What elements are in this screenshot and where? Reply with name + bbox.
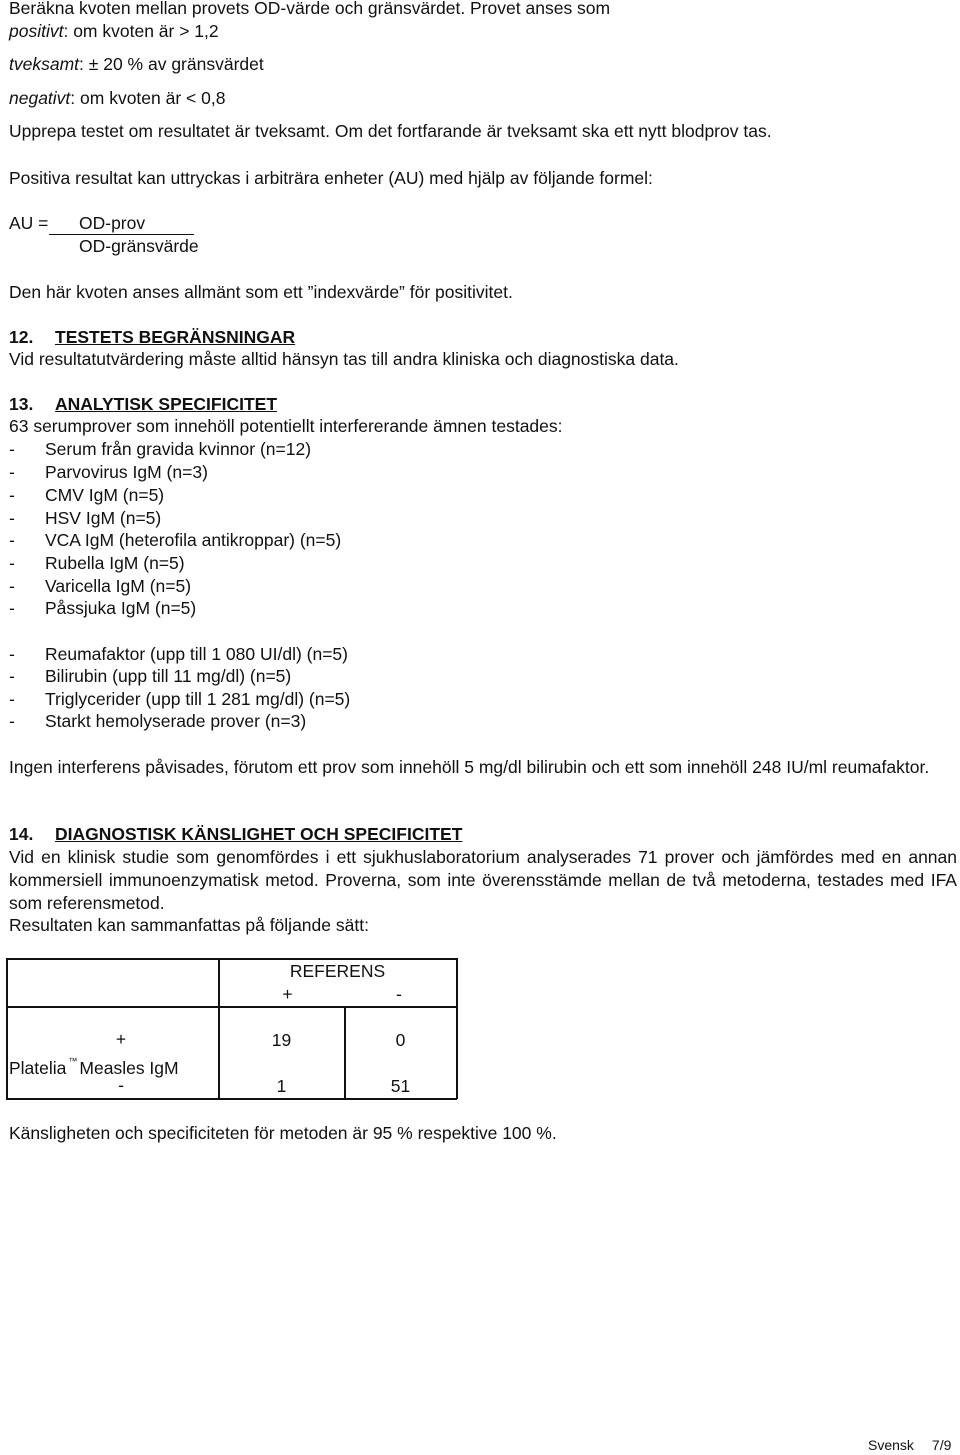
cell-plus-plus: 19	[271, 1030, 292, 1050]
repeat-text: Upprepa testet om resultatet är tveksamt. Om det fortfarande är tveksamt ska ett nytt blodprov tas.	[9, 121, 772, 141]
section-12-number: 12.	[9, 327, 34, 347]
section-13-header	[9, 393, 277, 415]
formula-numerator: OD-prov	[79, 213, 146, 233]
section-12-heading: TESTETS BEGRÄNSNINGAR	[55, 327, 296, 347]
list-item: - Serum från gravida kvinnor (n=12)	[9, 439, 312, 459]
list-item: - Påssjuka IgM (n=5)	[9, 598, 197, 618]
list-item: - Bilirubin (upp till 11 mg/dl) (n=5)	[9, 666, 292, 686]
section-14-number: 14.	[9, 824, 34, 844]
index-note: Den här kvoten anses allmänt som ett ”indexvärde” för positivitet.	[9, 282, 513, 302]
negative-text: : om kvoten är < 0,8	[70, 88, 226, 108]
doubtful-label: tveksamt	[9, 54, 80, 74]
au-label: AU =	[9, 213, 49, 233]
footer-language: Svensk	[868, 1437, 914, 1453]
table-border-bottom	[6, 1098, 457, 1100]
reference-plus: +	[282, 984, 293, 1004]
cell-minus-minus: 51	[390, 1076, 411, 1096]
table-border-right	[456, 958, 458, 1099]
reference-header: REFERENS	[289, 961, 386, 981]
section-13-intro: 63 serumprover som innehöll potentiellt interfererande ämnen testades:	[9, 416, 563, 436]
negative-rule	[9, 87, 225, 109]
positive-label: positivt	[9, 21, 64, 41]
negative-label: negativt	[9, 88, 71, 108]
section-14-heading: DIAGNOSTISK KÄNSLIGHET OCH SPECIFICITET	[55, 824, 463, 844]
row-minus: -	[118, 1075, 124, 1095]
positive-rule	[9, 20, 219, 42]
list-item: - Rubella IgM (n=5)	[9, 553, 185, 573]
reference-minus: -	[396, 984, 402, 1004]
intro-line: Beräkna kvoten mellan provets OD-värde och gränsvärdet. Provet anses som	[9, 0, 611, 18]
trademark-symbol: ™	[68, 1056, 78, 1066]
list-item: - Parvovirus IgM (n=3)	[9, 462, 208, 482]
section-14-header	[9, 823, 462, 845]
au-intro: Positiva resultat kan uttryckas i arbiträra enheter (AU) med hjälp av följande formel:	[9, 168, 653, 188]
positive-text: : om kvoten är > 1,2	[63, 21, 219, 41]
product-name: Platelia ™ Measles IgM	[9, 1056, 179, 1078]
section-14-summary: Resultaten kan sammanfattas på följande sätt:	[9, 915, 369, 935]
row-plus: +	[115, 1029, 127, 1049]
page-number: 7/9	[931, 1437, 952, 1453]
section-13-number: 13.	[9, 394, 34, 414]
table-divider-horizontal	[6, 1006, 457, 1008]
list-item: - HSV IgM (n=5)	[9, 508, 162, 528]
doubtful-text: : ± 20 % av gränsvärdet	[79, 54, 264, 74]
list-item: - CMV IgM (n=5)	[9, 485, 165, 505]
list-item: - Starkt hemolyserade prover (n=3)	[9, 711, 307, 731]
section-13-conclusion: Ingen interferens påvisades, förutom ett prov som innehöll 5 mg/dl bilirubin och ett som innehöll 248 IU/ml reumafaktor.	[9, 757, 930, 777]
list-item: - VCA IgM (heterofila antikroppar) (n=5)	[9, 530, 342, 550]
formula-denominator: OD-gränsvärde	[79, 236, 199, 256]
section-14-result: Känsligheten och specificiteten för metoden är 95 % respektive 100 %.	[9, 1123, 557, 1143]
doubtful-rule	[9, 53, 264, 75]
list-item: - Varicella IgM (n=5)	[9, 576, 192, 596]
section-14-text: Vid en klinisk studie som genomfördes i ett sjukhuslaboratorium analyserades 71 prover och jämfördes med en annan kommersiell immunoenzymatisk metod. Proverna, som inte överensstämde mellan de två metoderna, testades med IFA som referensmetod.	[9, 847, 957, 913]
list-item: - Reumafaktor (upp till 1 080 UI/dl) (n=5)	[9, 644, 348, 664]
page-footer	[868, 1437, 951, 1453]
section-13-heading: ANALYTISK SPECIFICITET	[55, 394, 278, 414]
section-12-header	[9, 326, 295, 348]
section-12-text: Vid resultatutvärdering måste alltid hänsyn tas till andra kliniska och diagnostiska data.	[9, 349, 679, 369]
cell-minus-plus: 1	[276, 1076, 287, 1096]
cell-plus-minus: 0	[395, 1030, 406, 1050]
list-item: - Triglycerider (upp till 1 281 mg/dl) (n=5)	[9, 689, 351, 709]
